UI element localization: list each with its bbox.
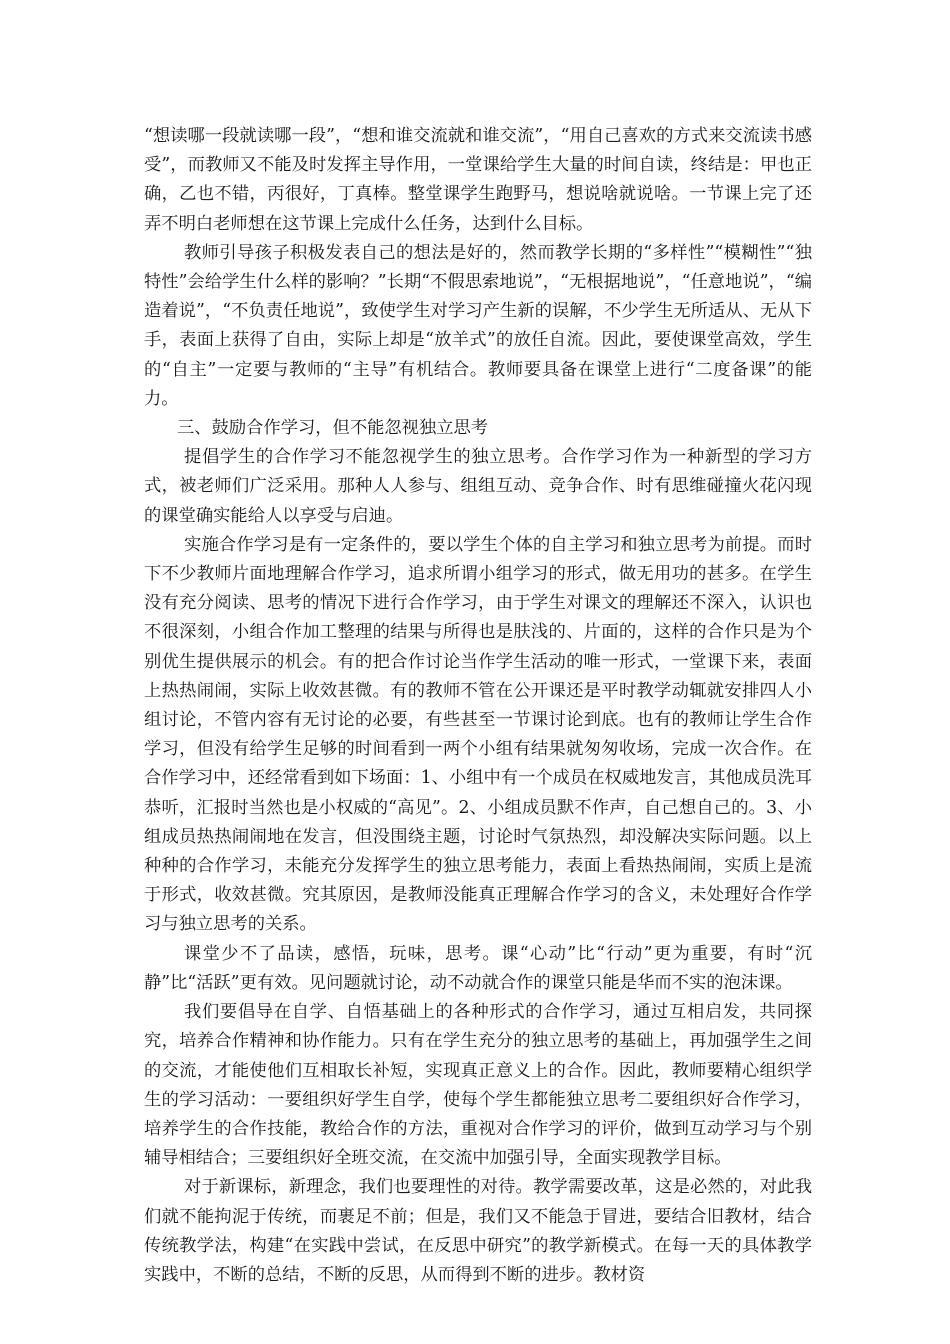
- document-page: [144, 122, 812, 1290]
- paragraph-1: “想读哪一段就读哪一段”，“想和谁交流就和谁交流”，“用自己喜欢的方式来交流读书感受”，而教师又不能及时发挥主导作用，一堂课给学生大量的时间自读，终结是：甲也正确，乙也不错，丙很好，丁真棒。整堂课学生跑野马，想说啥就说啥。一节课上完了还弄不明白老师想在这节课上完成什么任务，达到什么目标。: [144, 126, 812, 234]
- paragraph-6: 课堂少不了品读，感悟，玩味，思考。课“心动”比“行动”更为重要，有时“沉静”比“活跃”更有效。见问题就讨论，动不动就合作的课堂只能是华而不实的泡沫课。: [144, 943, 812, 993]
- paragraph-2: 教师引导孩子积极发表自己的想法是好的，然而教学长期的“多样性”“模糊性”“独特性”会给学生什么样的影响？”长期“不假思索地说”，“无根据地说”，“任意地说”，“编造着说”，“不负责任地说”，致使学生对学习产生新的误解，不少学生无所适从、无从下手，表面上获得了自由，实际上却是“放羊式”的放任自流。因此，要使课堂高效，学生的“自主”一定要与教师的“主导”有机结合。教师要具备在课堂上进行“二度备课”的能力。: [144, 242, 812, 409]
- paragraph-4: 提倡学生的合作学习不能忽视学生的独立思考。合作学习作为一种新型的学习方式，被老师们广泛采用。那种人人参与、组组互动、竞争合作、时有思维碰撞火花闪现的课堂确实能给人以享受与启迪。: [144, 447, 812, 526]
- paragraph-5: 实施合作学习是有一定条件的，要以学生个体的自主学习和独立思考为前提。而时下不少教师片面地理解合作学习，追求所谓小组学习的形式，做无用功的甚多。在学生没有充分阅读、思考的情况下进行合作学习，由于学生对课文的理解还不深入，认识也不很深刻，小组合作加工整理的结果与所得也是肤浅的、片面的，这样的合作只是为个别优生提供展示的机会。有的把合作讨论当作学生活动的唯一形式，一堂课下来，表面上热热闹闹，实际上收效甚微。有的教师不管在公开课还是平时教学动辄就安排四人小组讨论，不管内容有无讨论的必要，有些甚至一节课讨论到底。也有的教师让学生合作学习，但没有给学生足够的时间看到一两个小组有结果就匆匆收场，完成一次合作。在合作学习中，还经常看到如下场面：1、小组中有一个成员在权威地发言，其他成员洗耳恭听，汇报时当然也是小权威的“高见”。2、小组成员默不作声，自己想自己的。3、小组成员热热闹闹地在发言，但没围绕主题，讨论时气氛热烈，却没解决实际问题。以上种种的合作学习，未能充分发挥学生的独立思考能力，表面上看热热闹闹，实质上是流于形式，收效甚微。究其原因，是教师没能真正理解合作学习的含义，未处理好合作学习与独立思考的关系。: [144, 534, 812, 935]
- section-heading: 三、鼓励合作学习，但不能忽视独立思考: [177, 418, 489, 439]
- paragraph-8: 对于新课标，新理念，我们也要理性的对待。教学需要改革，这是必然的，对此我们就不能拘泥于传统，而裹足不前；但是，我们又不能急于冒进，要结合旧教材，结合传统教学法，构建“在实践中尝试，在反思中研究”的教学新模式。在每一天的具体教学实践中，不断的总结，不断的反思，从而得到不断的进步。教材资: [144, 1177, 812, 1285]
- paragraph-7: 我们要倡导在自学、自悟基础上的各种形式的合作学习，通过互相启发，共同探究，培养合作精神和协作能力。只有在学生充分的独立思考的基础上，再加强学生之间的交流，才能使他们互相取长补短，实现真正意义上的合作。因此，教师要精心组织学生的学习活动：一要组织好学生自学，使每个学生都能独立思考二要组织好合作学习，培养学生的合作技能，教给合作的方法，重视对合作学习的评价，做到互动学习与个别辅导相结合；三要组织好全班交流，在交流中加强引导，全面实现教学目标。: [144, 1002, 812, 1169]
